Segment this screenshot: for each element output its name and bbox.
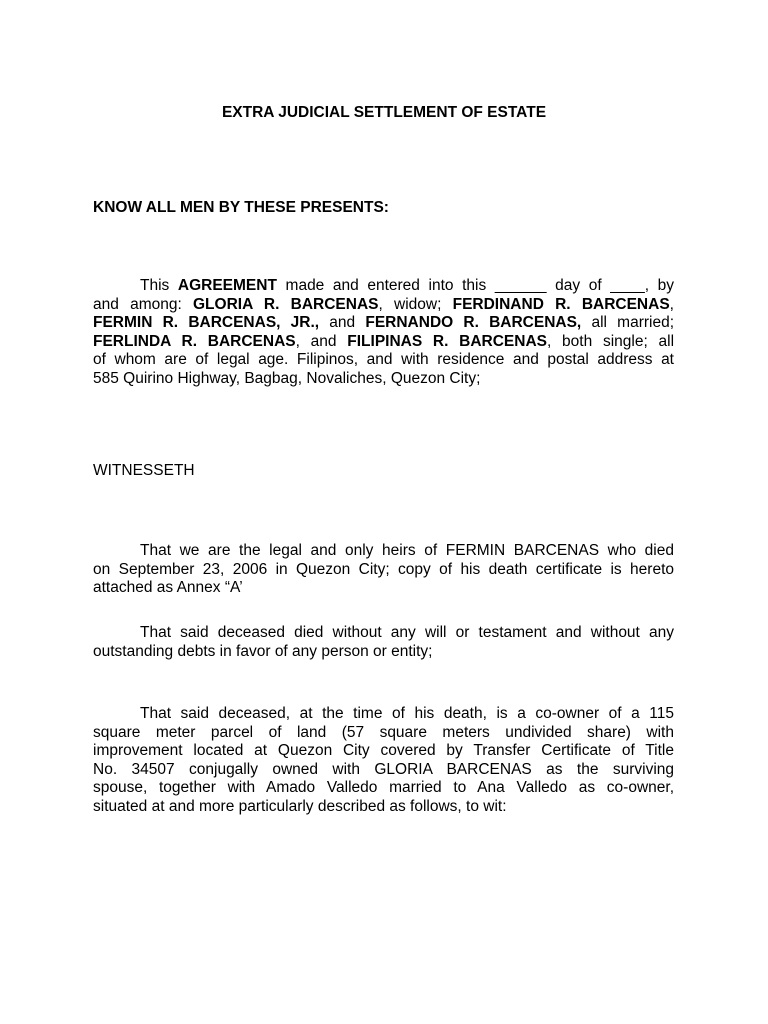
party-name: FERNANDO R. BARCENAS,: [365, 314, 582, 332]
text-span: all married;: [581, 314, 675, 332]
document-title: EXTRA JUDICIAL SETTLEMENT OF ESTATE: [221, 104, 547, 121]
property-paragraph: [93, 705, 674, 817]
agreement-paragraph: [93, 277, 674, 389]
no-will-line-2: outstanding debts in favor of any person or entity;: [93, 642, 433, 660]
property-line-1: That said deceased, at the time of his death, is a co-owner of a 115: [140, 705, 674, 722]
property-line-3: improvement located at Quezon City covered by Transfer Certificate of Title: [93, 742, 674, 760]
agreement-line-1: [93, 277, 674, 296]
text-span: and: [319, 314, 366, 332]
property-line-5: spouse, together with Amado Valledo married to Ana Valledo as co-owner,: [93, 779, 674, 797]
text-span: This: [140, 277, 178, 294]
heirs-line-1: That we are the legal and only heirs of FERMIN BARCENAS who died: [140, 542, 674, 559]
party-name: FILIPINAS R. BARCENAS: [347, 332, 548, 350]
text-span: , and: [295, 332, 348, 350]
heirs-line-2: on September 23, 2006 in Quezon City; copy of his death certificate is hereto: [93, 560, 674, 578]
text-span: made and entered into this ______ day of ____, by: [276, 277, 674, 294]
party-name: FERMIN R. BARCENAS, JR.,: [93, 314, 320, 332]
agreement-line-6: 585 Quirino Highway, Bagbag, Novaliches, Quezon City;: [93, 369, 481, 387]
agreement-line-2: [93, 296, 674, 315]
no-will-paragraph: [93, 624, 674, 661]
heirs-line-3: attached as Annex “A’: [93, 579, 243, 597]
party-name: FERDINAND R. BARCENAS: [452, 295, 670, 313]
text-span: ,: [669, 295, 674, 313]
heirs-paragraph: [93, 542, 674, 598]
agreement-line-5: of whom are of legal age. Filipinos, and with residence and postal address at: [93, 351, 674, 369]
party-name: FERLINDA R. BARCENAS: [93, 332, 296, 350]
agreement-label: AGREEMENT: [177, 277, 277, 294]
agreement-line-3: [93, 314, 674, 333]
document-heading: KNOW ALL MEN BY THESE PRESENTS:: [93, 199, 389, 216]
text-span: , widow;: [378, 295, 453, 313]
party-name: GLORIA R. BARCENAS: [193, 295, 379, 313]
text-span: , both single; all: [547, 332, 675, 350]
property-line-4: No. 34507 conjugally owned with GLORIA BARCENAS as the surviving: [93, 760, 674, 778]
property-line-2: square meter parcel of land (57 square meters undivided share) with: [93, 723, 674, 741]
no-will-line-1: That said deceased died without any will or testament and without any: [140, 624, 674, 641]
agreement-line-4: [93, 333, 674, 352]
witnesseth-heading: WITNESSETH: [93, 462, 195, 479]
property-line-6: situated at and more particularly described as follows, to wit:: [93, 797, 507, 815]
text-span: and among:: [93, 295, 193, 313]
